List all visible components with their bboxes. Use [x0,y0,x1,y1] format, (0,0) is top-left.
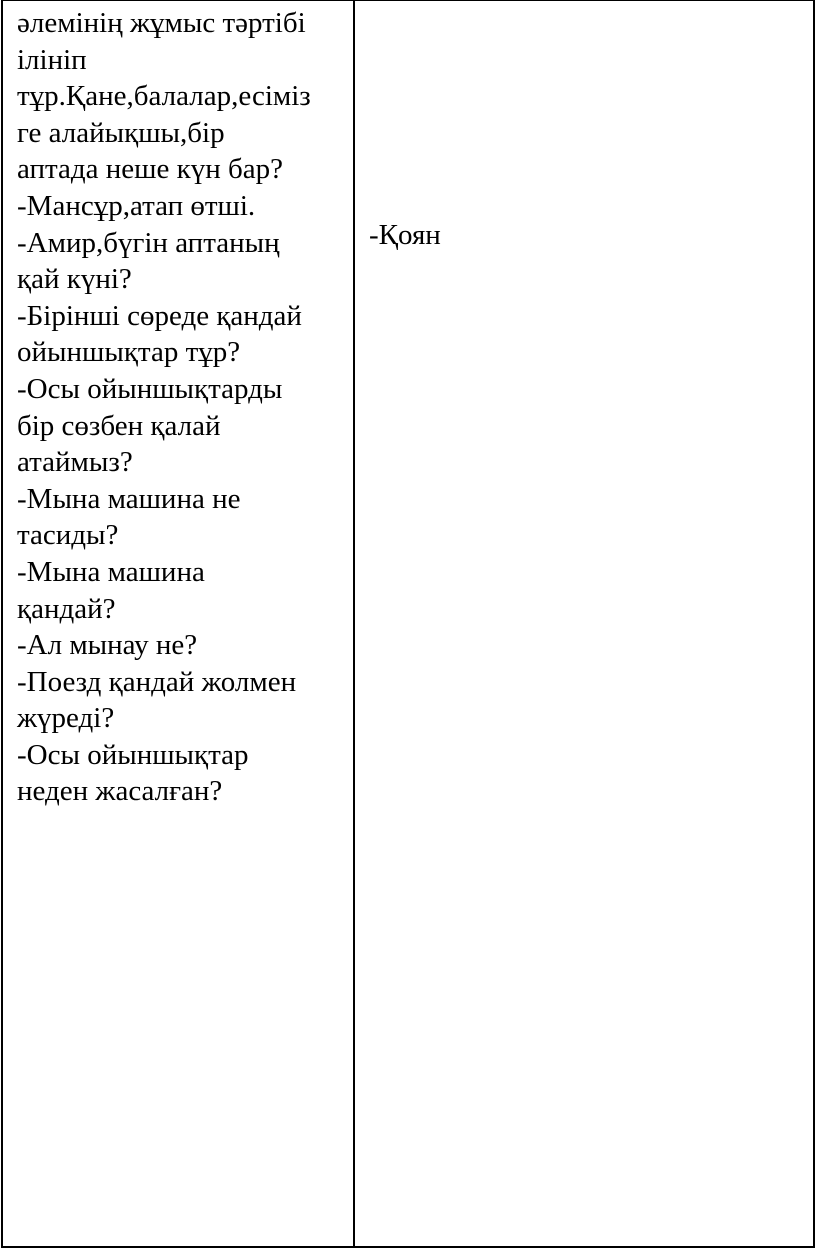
text-line: бір сөзбен қалай [17,409,221,442]
teacher-text [17,5,353,810]
text-line: аптада неше күн бар? [17,153,283,186]
children-text [369,217,813,254]
text-line: -Поезд қандай жолмен [17,665,297,698]
text-line: ге алайықшы,бір [17,116,225,149]
text-line: -Мансұр,атап өтші. [17,189,256,222]
text-line: қай күні? [17,263,132,296]
text-line: тасиды? [17,519,119,552]
text-line: -Ал мынау не? [17,629,198,662]
text-line: ойыншықтар тұр? [17,336,241,369]
children-column-cell [355,1,813,1246]
text-line: қандай? [17,592,116,625]
document-table [1,0,815,1248]
text-line: -Осы ойыншықтар [17,738,249,771]
text-line: неден жасалған? [17,775,223,808]
text-line: -Мына машина [17,555,205,588]
text-line: -Осы ойыншықтарды [17,372,283,405]
text-line: атаймыз? [17,446,133,479]
text-line: тұр.Қане,балалар,есіміз [17,80,311,113]
text-line: ілініп [17,43,87,76]
text-line: -Мына машина не [17,482,241,515]
text-line: -Қоян [369,219,441,251]
text-line: -Бірінші сөреде қандай [17,299,302,332]
text-line: әлемінің жұмыс тәртібі [17,7,306,39]
teacher-column-cell [3,1,355,1246]
text-line: -Амир,бүгін аптаның [17,226,280,259]
text-line: жүреді? [17,702,115,735]
